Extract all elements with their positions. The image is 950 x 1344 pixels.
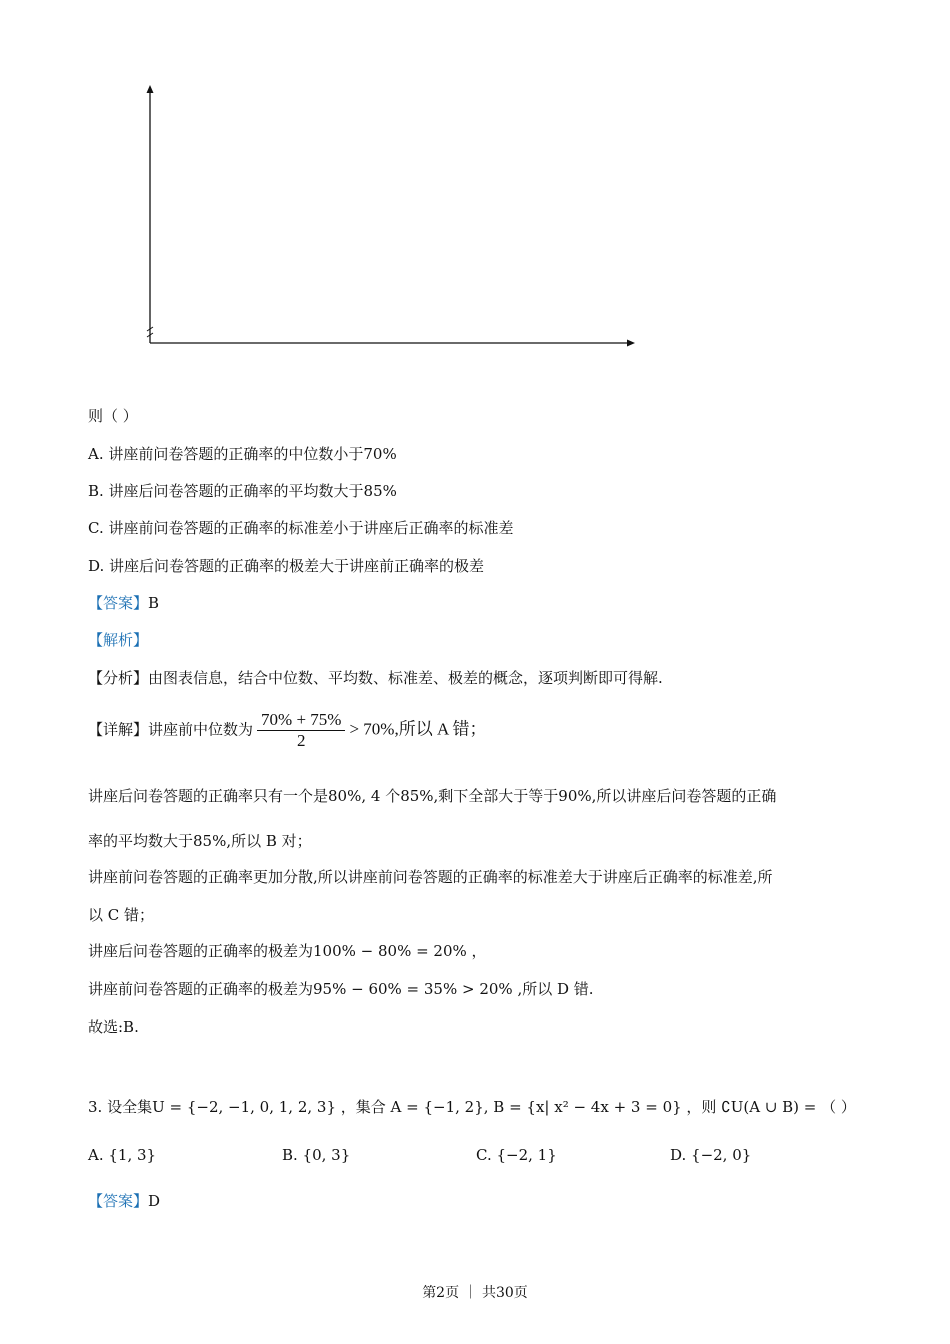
fraction-numerator: 70% + 75% — [257, 710, 345, 731]
para2-line1: 讲座前问卷答题的正确率更加分散,所以讲座前问卷答题的正确率的标准差大于讲座后正确率的标准差,所 — [88, 868, 773, 886]
q3-stem: 3. 设全集U = {−2, −1, 0, 1, 2, 3} ，集合 A = {−1, 2}, B = {x| x² − 4x + 3 = 0} ，则 ∁U(A ∪ B) = （ ） — [88, 1098, 856, 1116]
fenxi-text: 由图表信息，结合中位数、平均数、标准差、极差的概念，逐项判断即可得解. — [148, 669, 663, 687]
fenxi-line — [88, 667, 663, 688]
analysis-tag — [88, 629, 148, 650]
para2-line2: 以 C 错； — [88, 906, 155, 924]
q3-option-a: A. {1, 3} — [88, 1146, 157, 1164]
median-fraction — [257, 710, 345, 751]
option-d: D. 讲座后问卷答题的正确率的极差大于讲座前正确率的极差 — [88, 557, 485, 575]
q3-option-d: D. {−2, 0} — [670, 1146, 752, 1164]
detail-pre: 讲座前中位数为 — [148, 720, 254, 739]
question-stem: 则（ ） — [88, 407, 138, 425]
conclusion-line: 故选:B. — [88, 1018, 139, 1036]
q3-answer-tag: 【答案】 — [88, 1192, 149, 1210]
para4-line: 讲座前问卷答题的正确率的极差为95% − 60% = 35% > 20% ,所以 D 错. — [88, 980, 594, 998]
x-axis-arrow — [627, 340, 635, 347]
para1-line2: 率的平均数大于85%,所以 B 对； — [88, 832, 312, 850]
q3-option-c: C. {−2, 1} — [476, 1146, 557, 1164]
answer-line — [88, 592, 159, 613]
detail-post: > 70%,所以 A 错； — [349, 719, 487, 739]
q3-answer-value: D — [148, 1192, 161, 1210]
option-c: C. 讲座前问卷答题的正确率的标准差小于讲座后正确率的标准差 — [88, 519, 514, 537]
q3-answer-line — [88, 1190, 160, 1211]
option-b: B. 讲座后问卷答题的正确率的平均数大于85% — [88, 482, 397, 500]
detail-line — [88, 710, 487, 751]
q3-option-b: B. {0, 3} — [282, 1146, 351, 1164]
answer-tag: 【答案】 — [88, 594, 149, 612]
answer-value: B — [148, 594, 160, 612]
option-a: A. 讲座前问卷答题的正确率的中位数小于70% — [88, 445, 397, 463]
para1-line1: 讲座后问卷答题的正确率只有一个是80%, 4 个85%,剩下全部大于等于90%,所以讲座后问卷答题的正确 — [88, 787, 777, 805]
y-axis-arrow — [147, 85, 154, 93]
scatter-chart — [85, 75, 665, 395]
fraction-denominator: 2 — [296, 731, 306, 750]
para3-line: 讲座后问卷答题的正确率的极差为100% − 80% = 20% ， — [88, 942, 487, 960]
page-footer: 第2页 ｜ 共30页 — [422, 1285, 528, 1301]
fenxi-tag: 【分析】 — [88, 669, 149, 687]
analysis-label: 【解析】 — [88, 631, 149, 649]
detail-tag: 【详解】 — [88, 720, 149, 739]
